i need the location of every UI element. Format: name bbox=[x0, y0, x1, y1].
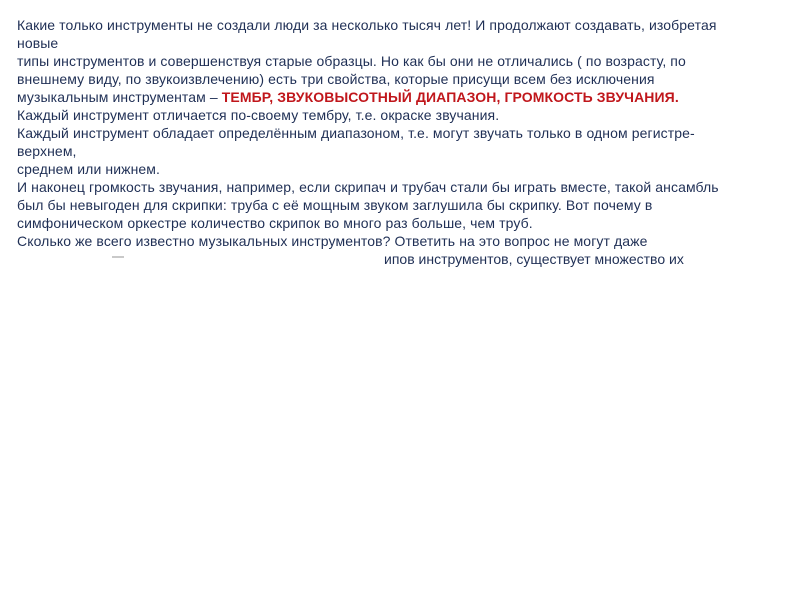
text-line-6: Каждый инструмент отличается по-своему тембру, т.е. окраске звучания. bbox=[17, 107, 500, 123]
occlusion-edge-mark bbox=[112, 256, 124, 258]
text-line-3: типы инструментов и совершенствуя старые образцы. Но как бы они не отличались ( по возрасту, по bbox=[17, 53, 686, 69]
text-line-9: среднем или нижнем. bbox=[17, 161, 161, 177]
text-line-12: симфоническом оркестре количество скрипок во много раз больше, чем труб. bbox=[17, 215, 533, 231]
text-line-8: верхнем, bbox=[17, 143, 77, 159]
text-line-4: внешнему виду, по звукоизвлечению) есть три свойства, которые присущи всем без исключения bbox=[17, 71, 655, 87]
text-occlusion-mask bbox=[14, 250, 384, 272]
text-line-7: Каждый инструмент обладает определённым диапазоном, т.е. могут звучать только в одном регистре- bbox=[17, 125, 695, 141]
text-line-1: Какие только инструменты не создали люди за несколько тысяч лет! И продолжают создавать, изобретая bbox=[17, 17, 717, 33]
slide-text-block bbox=[17, 16, 787, 250]
text-line-5-start: музыкальным инструментам – bbox=[17, 89, 222, 105]
text-line-11: был бы невыгоден для скрипки: труба с её мощным звуком заглушила бы скрипку. Вот почему в bbox=[17, 197, 653, 213]
text-line-2: новые bbox=[17, 35, 59, 51]
text-line-10: И наконец громкость звучания, например, если скрипач и трубач стали бы играть вместе, такой ансамбль bbox=[17, 179, 719, 195]
text-line-5 bbox=[17, 88, 787, 106]
key-properties-emphasis: ТЕМБР, ЗВУКОВЫСОТНЫЙ ДИАПАЗОН, ГРОМКОСТЬ ЗВУЧАНИЯ. bbox=[221, 89, 679, 105]
text-line-13: Сколько же всего известно музыкальных инструментов? Ответить на это вопрос не могут даже bbox=[17, 233, 648, 249]
text-line-14-partial: ипов инструментов, существует множество их bbox=[384, 251, 684, 267]
